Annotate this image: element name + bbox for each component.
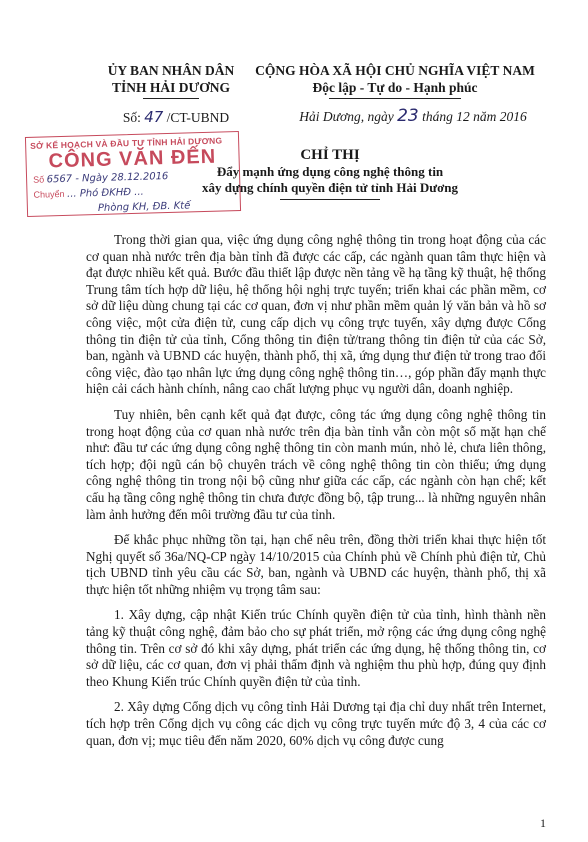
paragraph-task-2: 2. Xây dựng Cổng dịch vụ công tỉnh Hải Dương tại địa chỉ duy nhất trên Internet, tích hợp trên Cổng dịch vụ công các dịch vụ công trực tuyến mức độ 3, 4 của các cơ quan, đơn vị; mục tiêu đến năm 2020, 60% dịch vụ công được cung <box>86 699 546 748</box>
authority-line-2: TỈNH HẢI DƯƠNG <box>111 80 230 95</box>
stamp-forward-label: Chuyển <box>33 188 65 200</box>
authority-underline <box>143 98 199 99</box>
stamp-forward-value: ... Phó ĐKHĐ ... <box>66 186 144 200</box>
national-motto: Độc lập - Tự do - Hạnh phúc <box>312 80 478 95</box>
paragraph-1: Trong thời gian qua, việc ứng dụng công nghệ thông tin trong hoạt động của các cơ quan nhà nước trên địa bàn tỉnh đã được các cấp, các ngành quan tâm thực hiện và đạt được nhiều kết quả. Bước đầu thiết lập được nền tảng về hạ tầng kỹ thuật, hệ thống Trung tâm tích hợp dữ liệu, hệ thống hội nghị trực tuyến; triển khai các phần mềm, cơ sở dữ liệu dùng chung tại các cơ quan, đơn vị như phần mềm quản lý văn bản và hồ sơ công việc, một cửa điện tử, cung cấp dịch vụ công trực tuyến, xây dựng được Cổng thông tin điện tử của tỉnh, Cổng thông tin điện tử/trang thông tin điện tử của các Sở, ban, ngành và UBND các huyện, thành phố, thị xã, ứng dụng thư điện tử trong trao đổi công việc, đào tạo nhân lực ứng dụng công nghệ thông tin…, góp phần đẩy mạnh thực hiện cải cách hành chính, nâng cao chất lượng phục vụ người dân, doanh nghiệp. <box>86 232 546 397</box>
motto-underline <box>329 98 461 99</box>
directive-body <box>86 232 546 758</box>
directive-subject-line-1: Đẩy mạnh ứng dụng công nghệ thông tin <box>216 164 444 179</box>
page-number: 1 <box>540 816 546 830</box>
stamp-number-value: 6567 - Ngày 28.12.2016 <box>46 171 169 186</box>
doc-number-suffix: /CT-UBND <box>166 110 230 125</box>
doc-number-handwritten: 47 <box>144 108 164 126</box>
national-title: CỘNG HÒA XÃ HỘI CHỦ NGHĨA VIỆT NAM <box>255 63 535 78</box>
stamp-title: CÔNG VĂN ĐẾN <box>48 145 217 173</box>
date-suffix: tháng 12 năm 2016 <box>422 109 527 124</box>
directive-heading: CHỈ THỊ <box>300 147 360 163</box>
date-day-handwritten: 23 <box>397 106 419 126</box>
document-number <box>86 108 266 126</box>
directive-subject-line-2: xây dựng chính quyền điện tử tỉnh Hải Dương <box>201 180 458 195</box>
authority-line-1: ỦY BAN NHÂN DÂN <box>107 63 235 78</box>
issuing-authority <box>86 62 256 99</box>
doc-number-label: Số: <box>122 110 141 125</box>
paragraph-3: Để khắc phục những tồn tại, hạn chế nêu trên, đồng thời triển khai thực hiện tốt Nghị quyết số 36a/NQ-CP ngày 14/10/2015 của Chính phủ về Chính phủ điện tử, Chủ tịch UBND tỉnh yêu cầu các Sở, ban, ngành và UBND các huyện, thành phố, thị xã thực hiện tốt những nhiệm vụ trọng tâm sau: <box>86 532 546 597</box>
stamp-number-label: Số <box>32 174 45 185</box>
paragraph-2: Tuy nhiên, bên cạnh kết quả đạt được, công tác ứng dụng công nghệ thông tin trong hoạt động của cơ quan nhà nước trên địa bàn tỉnh vẫn còn một số mặt hạn chế như: đầu tư các ứng dụng công nghệ thông tin còn manh mún, nhỏ lẻ, chưa liên thông, tích hợp; đội ngũ cán bộ chuyên trách về công nghệ thông tin còn thiếu; ứng dụng công nghệ thông tin trong nội bộ cũng như giữa các cấp, các ngành còn hạn chế; kết cấu hạ tầng công nghệ thông tin chưa được đồng bộ, tập trung... là những nguyên nhân làm ảnh hưởng đến môi trường đầu tư của tỉnh. <box>86 406 546 522</box>
title-underline <box>280 199 380 200</box>
date-prefix: Hải Dương, ngày <box>299 109 394 124</box>
national-header <box>250 62 540 99</box>
paragraph-task-1: 1. Xây dựng, cập nhật Kiến trúc Chính quyền điện tử của tỉnh, hình thành nền tảng kỹ thuật công nghệ, đảm bảo cho sự phát triển, mở rộng các ứng dụng công nghệ thông tin. Trên cơ sở đó khi xây dựng, phát triển các ứng dụng, hệ thống thông tin, cơ sở dữ liệu, các cơ quan, đơn vị phải thẩm định và nghiệm thu phù hợp, đúng quy định theo Khung Kiến trúc Chính quyền điện tử của tỉnh. <box>86 607 546 689</box>
stamp-note: Phòng KH, ĐB. Ktế <box>97 200 191 214</box>
stamp-organization: SỞ KẾ HOẠCH VÀ ĐẦU TƯ TỈNH HẢI DƯƠNG <box>30 135 223 151</box>
issue-date <box>282 106 544 126</box>
directive-title <box>180 146 480 200</box>
